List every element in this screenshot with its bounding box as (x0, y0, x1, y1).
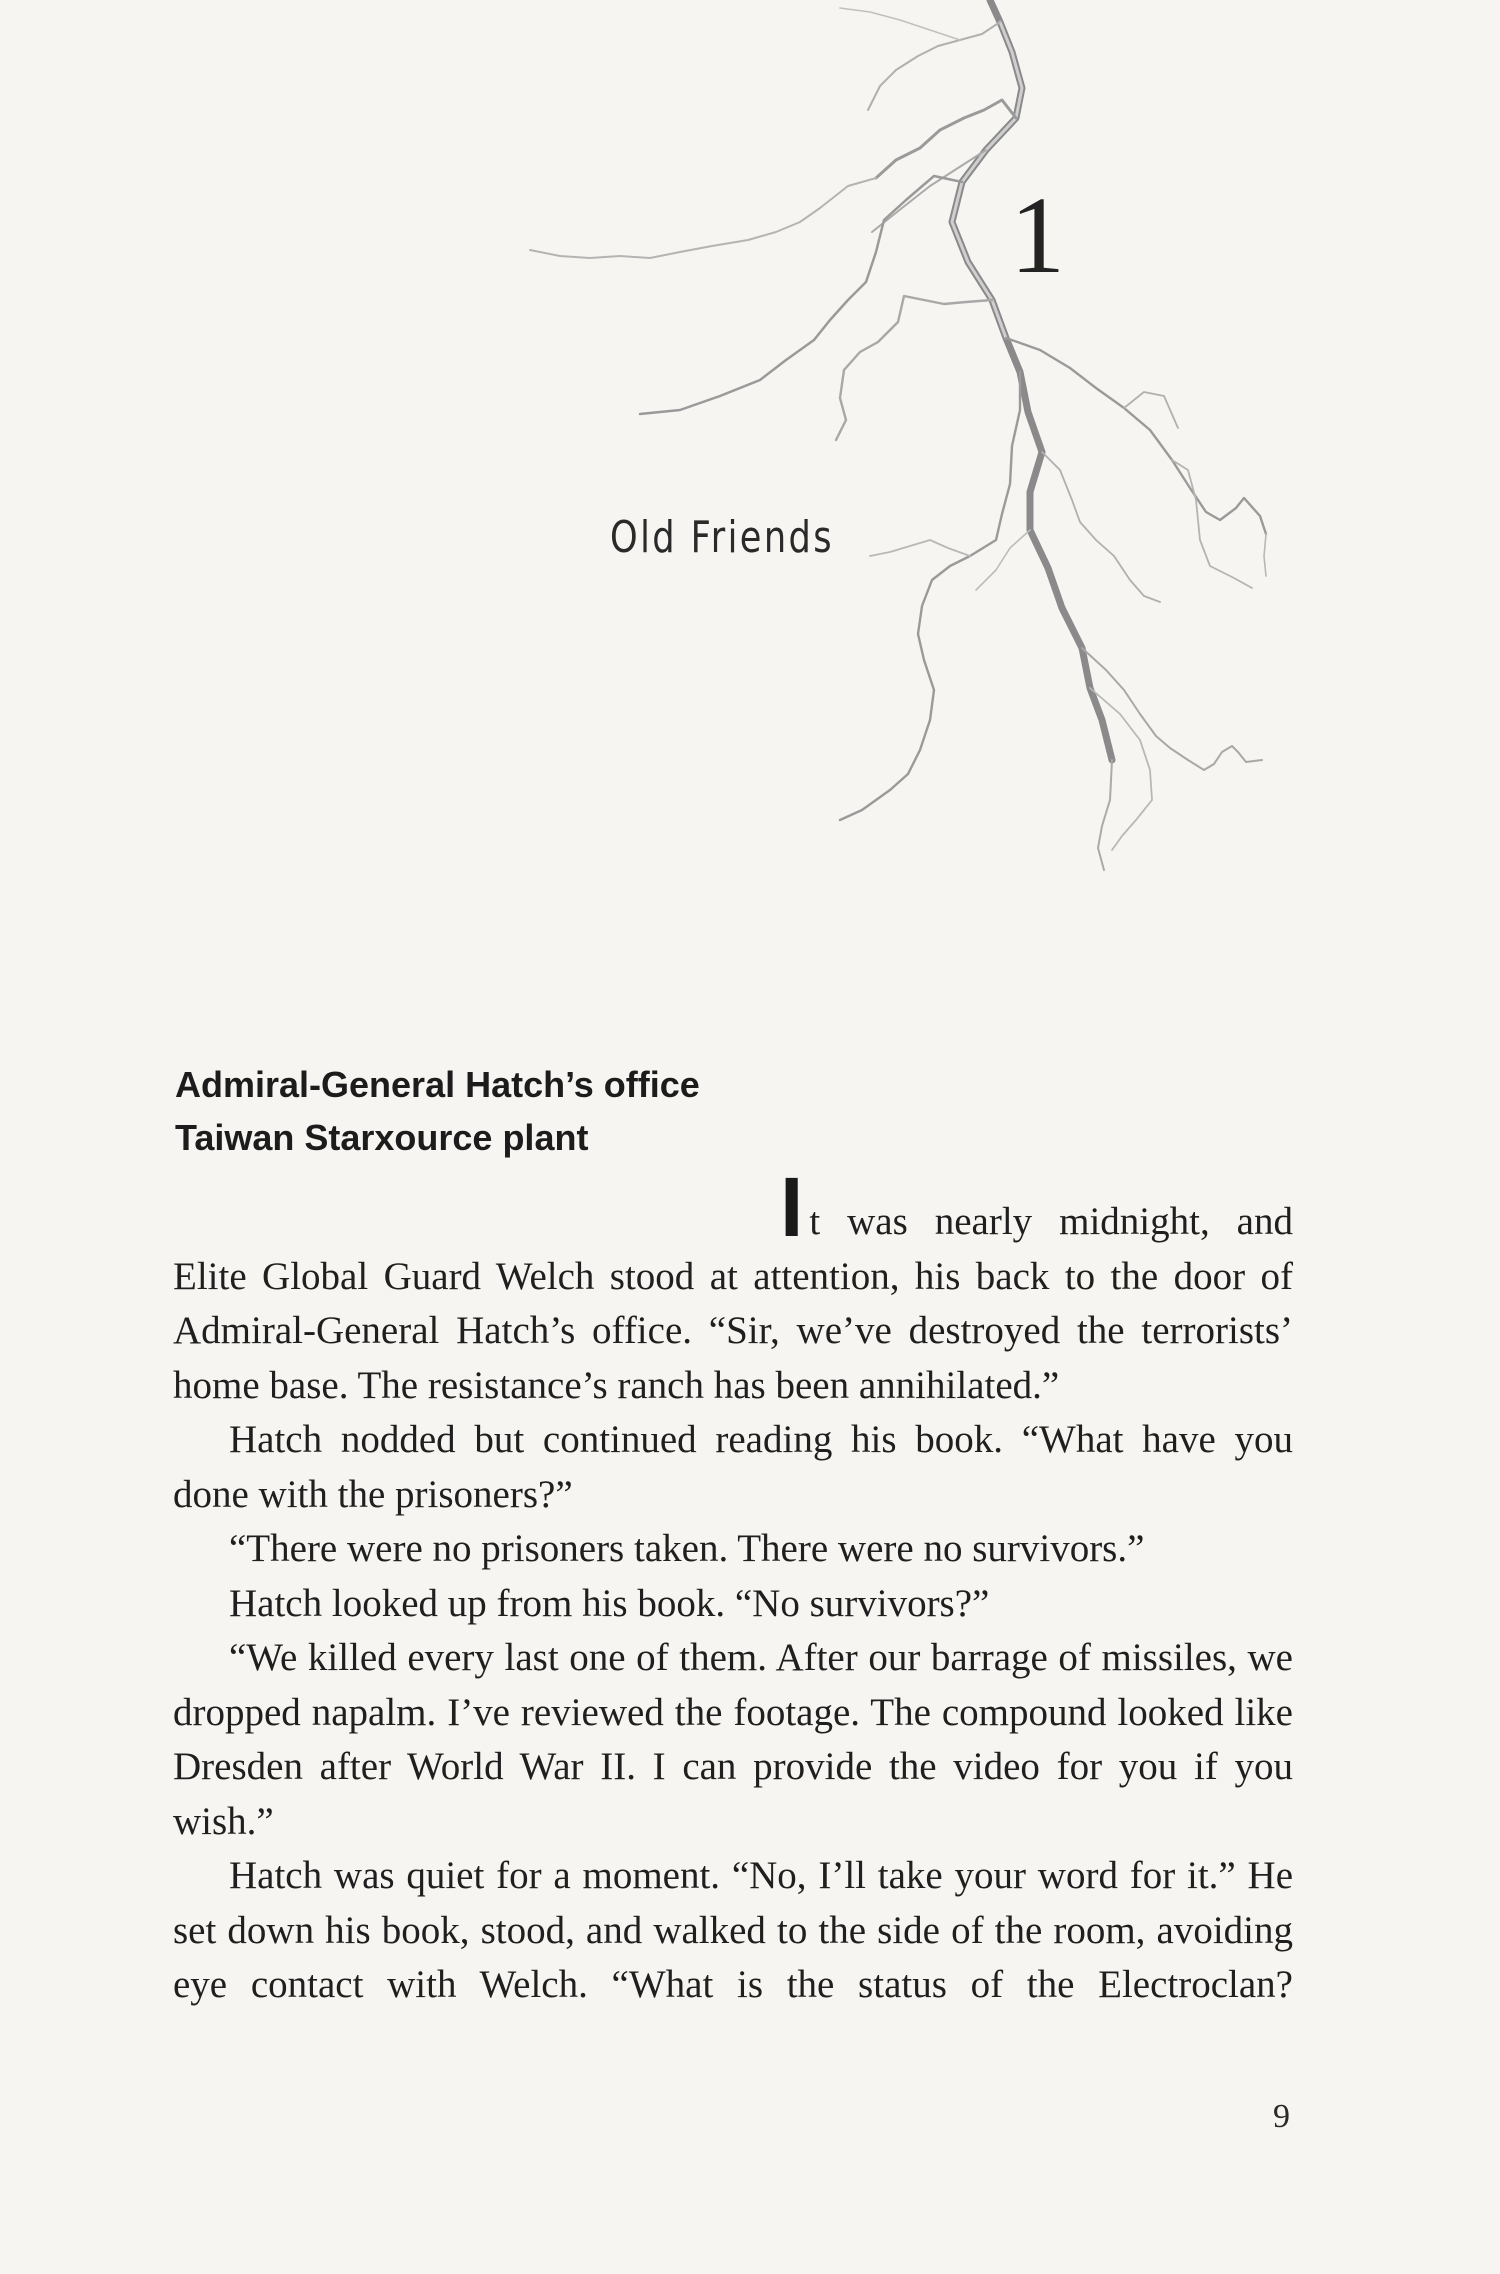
paragraph-5: “We killed every last one of them. After our barrage of missiles, we dropped napalm. I’ve reviewed the footage. The compound looked like Dresden after World War II. I can provide the video for you if you wish.” (173, 1636, 1293, 1843)
paragraph-4: Hatch looked up from his book. “No survivors?” (229, 1581, 990, 1625)
paragraph-6: Hatch was quiet for a moment. “No, I’ll take your word for it.” He set down his book, stood, and walked to the side of the room, avoiding eye contact with Welch. “What is the status of the Electroclan? (173, 1854, 1293, 2006)
chapter-title: Old Friends (610, 512, 835, 563)
paragraph-1-rest: Elite Global Guard Welch stood at attention, his back to the door of Admiral-General Hatch’s office. “Sir, we’ve destroyed the terrorists’ home base. The resistance’s ranch has been annihilated.” (173, 1254, 1293, 1407)
paragraph-1 (173, 1160, 1293, 1413)
first-line-text: t was nearly midnight, and (809, 1200, 1293, 1243)
location-line-1: Admiral-General Hatch’s office (175, 1064, 700, 1105)
body-text (173, 1160, 1293, 2013)
lightning-illustration (0, 0, 1500, 900)
paragraph-3: “There were no prisoners taken. There were no survivors.” (229, 1527, 1145, 1570)
page-number: 9 (1273, 2098, 1290, 2135)
drop-cap: I (780, 1160, 804, 1254)
chapter-number: 1 (1010, 174, 1065, 296)
location-line-2: Taiwan Starxource plant (175, 1117, 589, 1158)
paragraph-2: Hatch nodded but continued reading his book. “What have you done with the prisoners?” (173, 1418, 1293, 1516)
first-line (780, 1160, 1293, 1254)
location-heading (175, 1058, 700, 1164)
